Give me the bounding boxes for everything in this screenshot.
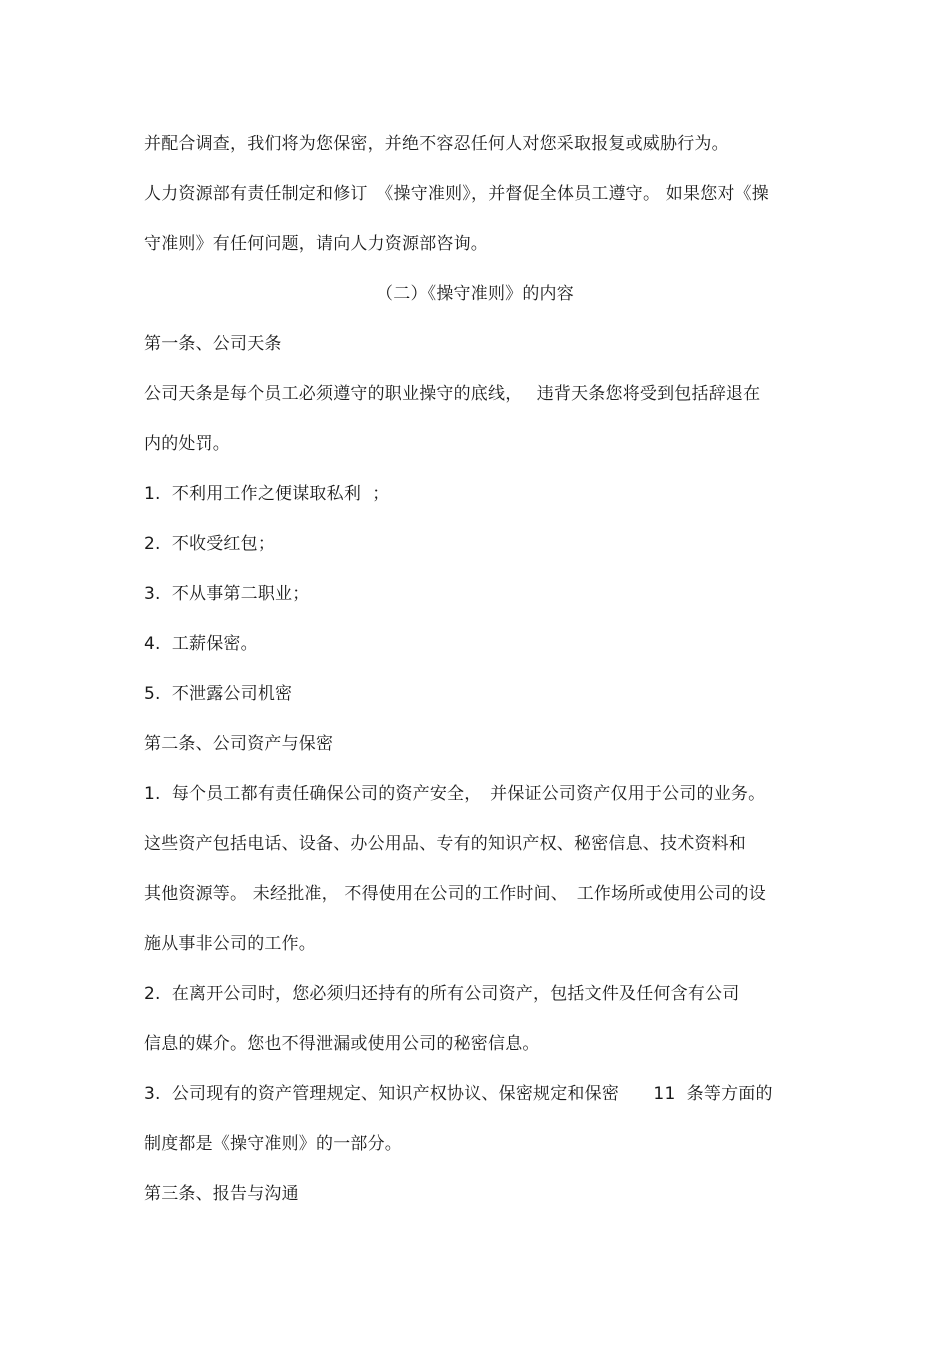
paragraph-line: 施从事非公司的工作。	[144, 934, 316, 954]
paragraph-line: 守准则》有任何问题，请向人力资源部咨询。	[144, 234, 488, 254]
list-item: 4. 工薪保密。	[144, 634, 258, 654]
section-heading: （二）《操守准则》的内容	[376, 284, 574, 304]
paragraph-line: 公司天条是每个员工必须遵守的职业操守的底线， 违背天条您将受到包括辞退在	[144, 384, 761, 404]
article-heading: 第二条、公司资产与保密	[144, 734, 334, 754]
list-item: 3. 不从事第二职业；	[144, 584, 310, 604]
paragraph-line: 内的处罚。	[144, 434, 230, 454]
list-item: 5. 不泄露公司机密	[144, 684, 293, 704]
list-item: 2. 在离开公司时，您必须归还持有的所有公司资产，包括文件及任何含有公司	[144, 984, 740, 1004]
article-heading: 第一条、公司天条	[144, 334, 282, 354]
list-item: 2. 不收受红包；	[144, 534, 276, 554]
list-item: 3. 公司现有的资产管理规定、知识产权协议、保密规定和保密 11 条等方面的	[144, 1084, 773, 1104]
list-item: 1. 不利用工作之便谋取私利 ；	[144, 484, 390, 504]
paragraph-line: 信息的媒介。您也不得泄漏或使用公司的秘密信息。	[144, 1034, 540, 1054]
list-item: 1. 每个员工都有责任确保公司的资产安全， 并保证公司资产仅用于公司的业务。	[144, 784, 766, 804]
paragraph-line: 这些资产包括电话、设备、办公用品、专有的知识产权、秘密信息、技术资料和	[144, 834, 746, 854]
article-heading: 第三条、报告与沟通	[144, 1184, 299, 1204]
paragraph-line: 并配合调查，我们将为您保密，并绝不容忍任何人对您采取报复或威胁行为。	[144, 134, 729, 154]
paragraph-line: 其他资源等。 未经批准， 不得使用在公司的工作时间、 工作场所或使用公司的设	[144, 884, 766, 904]
paragraph-line: 人力资源部有责任制定和修订 《操守准则》，并督促全体员工遵守。 如果您对《操	[144, 184, 770, 204]
paragraph-line: 制度都是《操守准则》的一部分。	[144, 1134, 402, 1154]
